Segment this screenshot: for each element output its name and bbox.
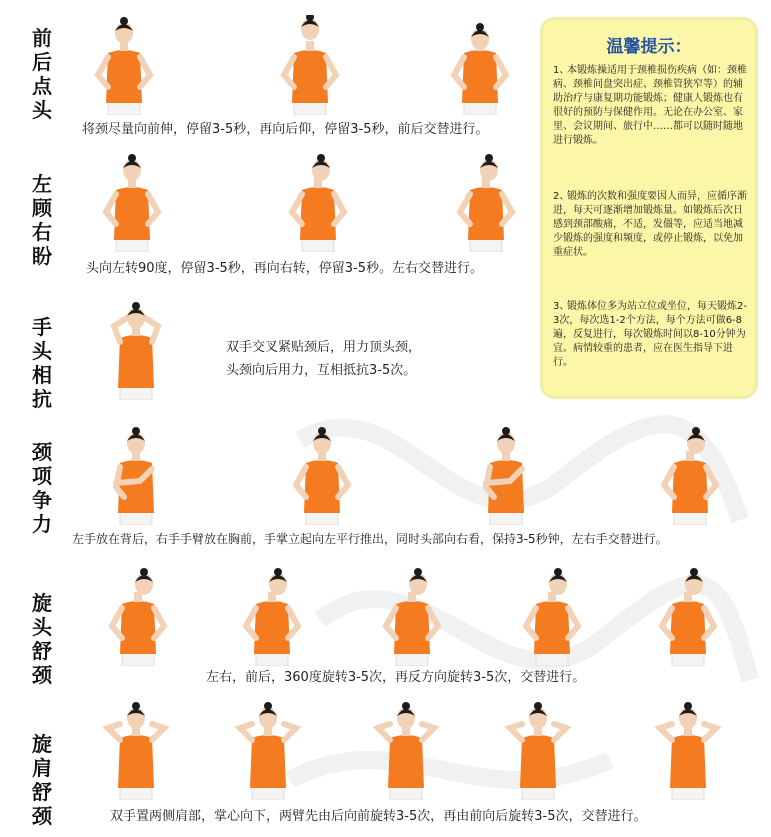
figure-photo — [466, 425, 546, 525]
title-char: 颈 — [32, 440, 52, 464]
tip-item — [553, 190, 749, 260]
section-caption: 左右，前后，360度旋转3-5次，再反方向旋转3-5次，交替进行。 — [206, 670, 586, 685]
figure-drawing — [440, 15, 520, 115]
section-caption: 头向左转90度，停留3-5秒，再向右转，停留3-5秒。左右交替进行。 — [86, 261, 484, 276]
tip-item — [553, 64, 749, 148]
figure-drawing — [650, 425, 730, 525]
figure-drawing — [98, 566, 178, 666]
title-char: 头 — [32, 615, 52, 639]
tip-text: 本锻炼操适用于颈椎损伤疾病（如：颈椎病、颈椎间盘突出症、颈椎管狭窄等）的辅助治疗与康复期功能锻炼；健康人锻炼也有很好的预防与保健作用。无论在办公室、家里、会议期间、旅行中……都可以随时随地进行锻炼。 — [553, 65, 747, 146]
title-char: 力 — [32, 512, 52, 536]
figure-drawing — [648, 700, 728, 800]
figure-drawing — [96, 425, 176, 525]
tip-number: 3、 — [553, 301, 570, 312]
figure-drawing — [278, 152, 358, 252]
figure-photo — [498, 700, 578, 800]
figure-photo — [96, 700, 176, 800]
title-char: 项 — [32, 464, 52, 488]
section-caption: 将颈尽量向前伸，停留3-5秒，再向后仰，停留3-5秒，前后交替进行。 — [82, 122, 489, 137]
figure-photo — [228, 700, 308, 800]
figure-photo — [446, 152, 526, 252]
figure-drawing — [512, 566, 592, 666]
figure-photo — [440, 15, 520, 115]
figure-drawing — [282, 425, 362, 525]
figure-drawing — [372, 566, 452, 666]
title-char: 后 — [32, 50, 52, 74]
figure-drawing — [366, 700, 446, 800]
title-char: 相 — [32, 363, 52, 387]
section-caption-line-2: 头颈向后用力，互相抵抗3-5次。 — [226, 363, 417, 378]
tips-panel — [543, 20, 755, 396]
title-char: 头 — [32, 98, 52, 122]
section-title — [22, 591, 62, 687]
title-char: 点 — [32, 74, 52, 98]
title-char: 头 — [32, 339, 52, 363]
section-title — [22, 732, 62, 828]
section-title — [22, 172, 62, 268]
section-title — [22, 26, 62, 122]
figure-drawing — [648, 566, 728, 666]
title-char: 抗 — [32, 387, 52, 411]
section-caption: 双手置两侧肩部，掌心向下，两臂先由后向前旋转3-5次，再由前向后旋转3-5次，交替进行。 — [110, 809, 647, 824]
title-char: 争 — [32, 488, 52, 512]
figure-photo — [366, 700, 446, 800]
title-char: 左 — [32, 172, 52, 196]
title-char: 前 — [32, 26, 52, 50]
section-caption-line-1: 双手交叉紧贴颈后，用力顶头颈， — [226, 340, 422, 355]
tip-number: 1、 — [553, 65, 570, 76]
figure-photo — [278, 152, 358, 252]
tip-number: 2、 — [553, 191, 570, 202]
figure-photo — [270, 15, 350, 115]
figure-photo — [84, 15, 164, 115]
figure-photo — [648, 700, 728, 800]
figure-drawing — [84, 15, 164, 115]
section-title — [22, 315, 62, 411]
figure-photo — [92, 152, 172, 252]
figure-drawing — [96, 300, 176, 400]
figure-photo — [372, 566, 452, 666]
tip-text: 锻炼的次数和强度要因人而异，应循序渐进，每天可逐渐增加锻炼量。如锻炼后次日感到颈部酸痛，不适，发僵等，应适当地减少锻炼的强度和频度，或停止锻炼，以免加重症状。 — [553, 191, 747, 258]
figure-photo — [96, 425, 176, 525]
figure-drawing — [498, 700, 578, 800]
tips-title: 温馨提示： — [606, 37, 692, 56]
title-char: 手 — [32, 315, 52, 339]
title-char: 顾 — [32, 196, 52, 220]
title-char: 舒 — [32, 639, 52, 663]
title-char: 舒 — [32, 780, 52, 804]
figure-drawing — [96, 700, 176, 800]
figure-drawing — [92, 152, 172, 252]
title-char: 右 — [32, 220, 52, 244]
title-char: 肩 — [32, 756, 52, 780]
figure-drawing — [446, 152, 526, 252]
figure-drawing — [270, 15, 350, 115]
figure-drawing — [466, 425, 546, 525]
figure-photo — [98, 566, 178, 666]
figure-photo — [650, 425, 730, 525]
figure-photo — [648, 566, 728, 666]
figure-photo — [512, 566, 592, 666]
figure-photo — [282, 425, 362, 525]
title-char: 旋 — [32, 591, 52, 615]
figure-drawing — [232, 566, 312, 666]
tip-text: 锻炼体位多为站立位或坐位，每天锻炼2-3次，每次选1-2个方法，每个方法可做6-8遍，反复进行，每次锻炼时间以8-10分钟为宜。病情较重的患者，应在医生指导下进行。 — [553, 301, 747, 368]
title-char: 颈 — [32, 663, 52, 687]
title-char: 盼 — [32, 244, 52, 268]
figure-photo — [96, 300, 176, 400]
section-title — [22, 440, 62, 536]
figure-photo — [232, 566, 312, 666]
title-char: 旋 — [32, 732, 52, 756]
figure-drawing — [228, 700, 308, 800]
title-char: 颈 — [32, 804, 52, 828]
section-caption: 左手放在背后，右手手臂放在胸前，手掌立起向左平行推出，同时头部向右看，保持3-5秒钟，左右手交替进行。 — [72, 532, 668, 546]
tip-item — [553, 300, 749, 370]
